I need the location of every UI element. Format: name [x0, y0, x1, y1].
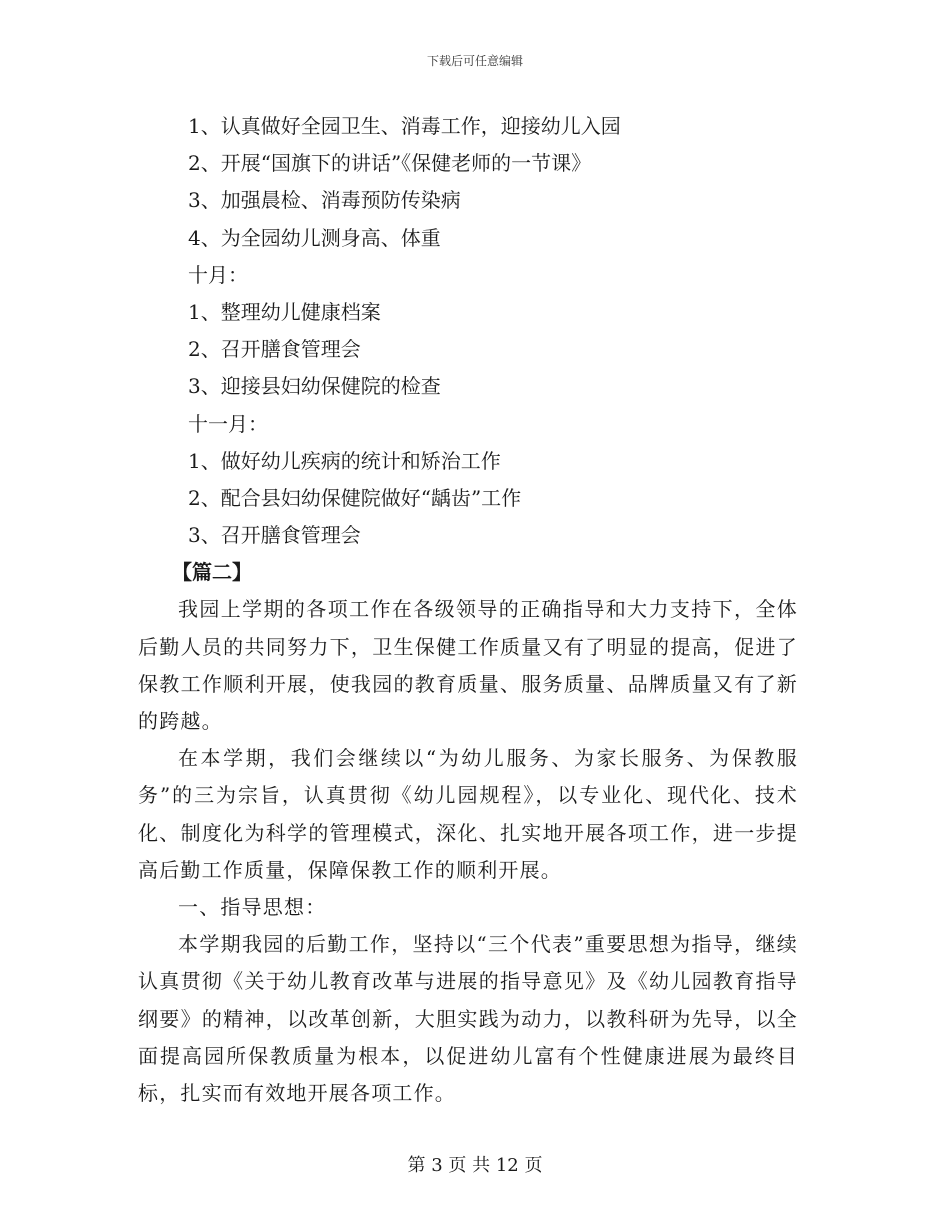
paragraph: 在本学期，我们会继续以“为幼儿服务、为家长服务、为保教服务”的三为宗旨，认真贯彻《幼儿园规程》，以专业化、现代化、技术化、制度化为科学的管理模式，深化、扎实地开展各项工作，进一步提高后勤工作质量，保障保教工作的顺利开展。 — [138, 746, 798, 882]
list-item: 3、迎接县妇幼保健院的检查 — [188, 374, 441, 399]
list-item: 1、整理幼儿健康档案 — [188, 299, 381, 324]
subheading-guiding-ideology: 一、指导思想： — [178, 895, 327, 920]
paragraph: 本学期我园的后勤工作，坚持以“三个代表”重要思想为指导，继续认真贯彻《关于幼儿教育改革与进展的指导意见》及《幼儿园教育指导纲要》的精神，以改革创新，大胆实践为动力，以教科研为先导，以全面提高园所保教质量为根本，以促进幼儿富有个性健康进展为最终目标，扎实而有效地开展各项工作。 — [138, 932, 798, 1106]
document-body — [138, 108, 798, 1112]
list-item: 2、配合县妇幼保健院做好“龋齿”工作 — [188, 485, 522, 510]
list-item: 3、召开膳食管理会 — [188, 523, 361, 548]
month-heading-november: 十一月： — [188, 411, 268, 436]
month-heading-october: 十月： — [188, 262, 248, 287]
list-item: 2、开展“国旗下的讲话”《保健老师的一节课》 — [188, 151, 592, 176]
list-item: 4、为全园幼儿测身高、体重 — [188, 225, 441, 250]
list-item: 3、加强晨检、消毒预防传染病 — [188, 188, 461, 213]
paragraph: 我园上学期的各项工作在各级领导的正确指导和大力支持下，全体后勤人员的共同努力下，卫生保健工作质量又有了明显的提高，促进了保教工作顺利开展，使我园的教育质量、服务质量、品牌质量又有了新的跨越。 — [138, 597, 798, 734]
page-number: 第 3 页 共 12 页 — [407, 1155, 543, 1176]
section-title: 【篇二】 — [172, 560, 252, 585]
list-item: 1、认真做好全园卫生、消毒工作，迎接幼儿入园 — [188, 114, 621, 138]
list-item: 2、召开膳食管理会 — [188, 337, 361, 362]
list-item: 1、做好幼儿疾病的统计和矫治工作 — [188, 448, 501, 473]
page-header: 下载后可任意编辑 — [426, 54, 523, 68]
